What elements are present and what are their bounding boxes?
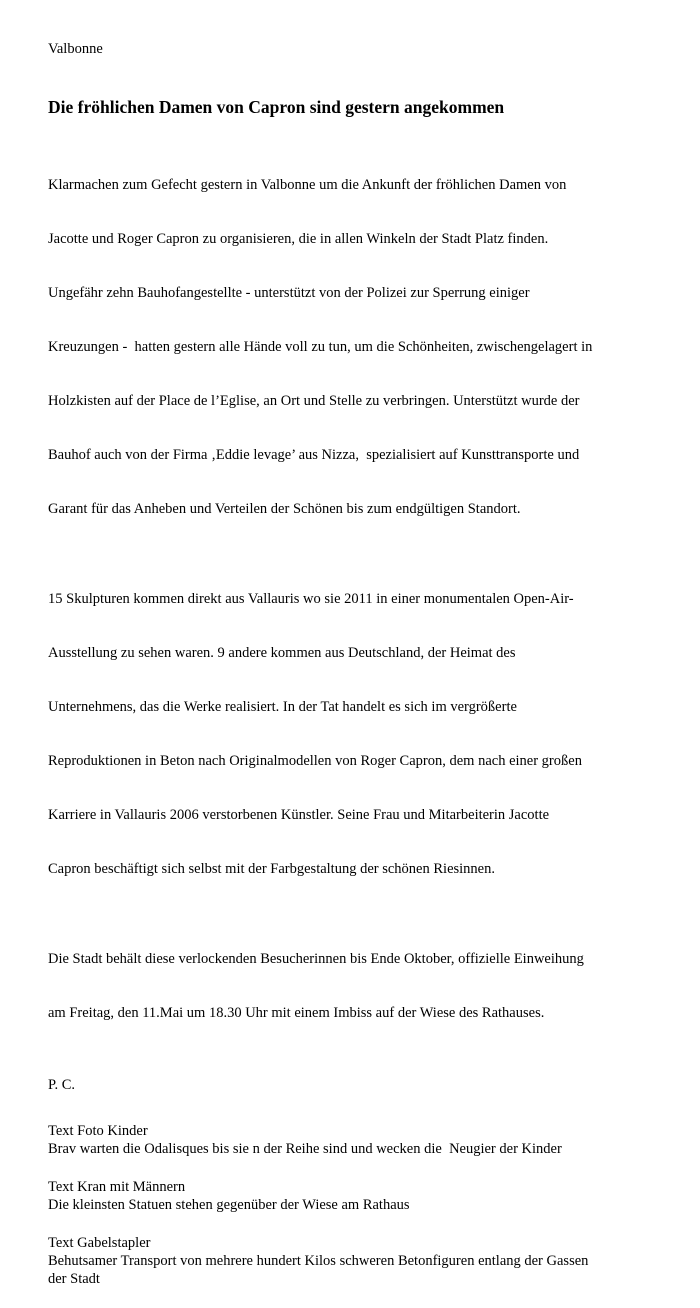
document-page: [48, 40, 678, 1308]
article-paragraph-1: [48, 140, 678, 554]
caption-text: Behutsamer Transport von mehrere hundert Kilos schweren Betonfiguren entlang der Gassen: [48, 1253, 589, 1269]
text-line: Jacotte und Roger Capron zu organisieren, die in allen Winkeln der Stadt Platz finden.: [48, 231, 549, 247]
text-line: Die Stadt behält diese verlockenden Besucherinnen bis Ende Oktober, offizielle Einweihung: [48, 951, 584, 967]
article-body: [48, 140, 678, 1058]
article-paragraph-3: [48, 914, 678, 1058]
text-line: Ungefähr zehn Bauhofangestellte - unterstützt von der Polizei zur Sperrung einiger: [48, 285, 530, 301]
article-headline: Die fröhlichen Damen von Capron sind gestern angekommen: [48, 97, 505, 117]
caption-text: Die kleinsten Statuen stehen gegenüber der Wiese am Rathaus: [48, 1197, 410, 1213]
text-line: Reproduktionen in Beton nach Originalmodellen von Roger Capron, dem nach einer großen: [48, 753, 582, 769]
caption-gabelstapler: [48, 1234, 678, 1288]
caption-kran: [48, 1178, 678, 1214]
text-line: 15 Skulpturen kommen direkt aus Vallauris wo sie 2011 in einer monumentalen Open-Air-: [48, 591, 574, 607]
article-paragraph-2: [48, 554, 678, 914]
text-line: Garant für das Anheben und Verteilen der Schönen bis zum endgültigen Standort.: [48, 501, 521, 517]
dateline-location: Valbonne: [48, 41, 103, 57]
text-line: Unternehmens, das die Werke realisiert. In der Tat handelt es sich im vergrößerte: [48, 699, 517, 715]
caption-text: Brav warten die Odalisques bis sie n der Reihe sind und wecken die Neugier der Kinder: [48, 1141, 562, 1157]
caption-text: der Stadt: [48, 1271, 100, 1287]
caption-title: Text Kran mit Männern: [48, 1179, 186, 1195]
author-initials: P. C.: [48, 1077, 76, 1093]
text-line: Holzkisten auf der Place de l’Eglise, an Ort und Stelle zu verbringen. Unterstützt wurde der: [48, 393, 580, 409]
text-line: am Freitag, den 11.Mai um 18.30 Uhr mit einem Imbiss auf der Wiese des Rathauses.: [48, 1005, 545, 1021]
text-line: Karriere in Vallauris 2006 verstorbenen Künstler. Seine Frau und Mitarbeiterin Jacotte: [48, 807, 550, 823]
caption-title: Text Foto Kinder: [48, 1123, 148, 1139]
text-line: Klarmachen zum Gefecht gestern in Valbonne um die Ankunft der fröhlichen Damen von: [48, 177, 567, 193]
text-line: Bauhof auch von der Firma ‚Eddie levage’ aus Nizza, spezialisiert auf Kunsttransporte und: [48, 447, 580, 463]
text-line: Ausstellung zu sehen waren. 9 andere kommen aus Deutschland, der Heimat des: [48, 645, 516, 661]
text-line: Kreuzungen - hatten gestern alle Hände voll zu tun, um die Schönheiten, zwischengelagert in: [48, 339, 593, 355]
caption-title: Text Gabelstapler: [48, 1235, 151, 1251]
text-line: Capron beschäftigt sich selbst mit der Farbgestaltung der schönen Riesinnen.: [48, 861, 495, 877]
caption-foto-kinder: [48, 1122, 678, 1158]
